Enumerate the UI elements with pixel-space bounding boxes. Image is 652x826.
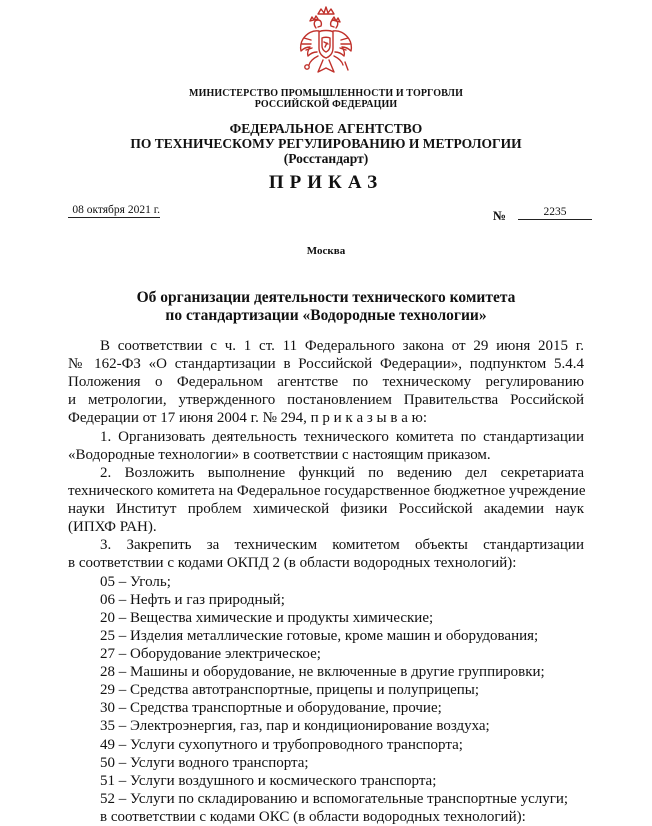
ministry-name — [0, 88, 652, 110]
coat-of-arms-icon — [294, 4, 358, 80]
city: Москва — [306, 245, 346, 257]
agency-short-name: (Росстандарт) — [283, 151, 369, 166]
okpd-item: 27 – Оборудование электрическое; — [100, 646, 321, 662]
okpd-item: 30 – Средства транспортные и оборудование, прочие; — [100, 700, 442, 716]
order-subject — [0, 289, 652, 325]
okpd-item: 50 – Услуги водного транспорта; — [100, 755, 309, 771]
body-line: В соответствии с ч. 1 ст. 11 Федерального закона от 29 июня 2015 г. — [100, 338, 584, 354]
body-line: технического комитета на Федеральное государственное бюджетное учреждение — [68, 483, 586, 499]
body-line: 1. Организовать деятельность технического комитета по стандартизации — [100, 429, 584, 445]
body-line: в соответствии с кодами ОКС (в области водородных технологий): — [100, 809, 526, 825]
subject-line: по стандартизации «Водородные технологии» — [165, 307, 487, 324]
ministry-line: РОССИЙСКОЙ ФЕДЕРАЦИИ — [254, 99, 398, 110]
document-type: ПРИКАЗ — [268, 172, 384, 193]
document-number: 2235 — [518, 206, 592, 220]
body-line: «Водородные технологии» в соответствии с настоящим приказом. — [68, 447, 491, 463]
okpd-item: 52 – Услуги по складированию и вспомогательные транспортные услуги; — [100, 791, 569, 807]
body-line: 2. Возложить выполнение функций по ведению дел секретариата — [100, 465, 584, 481]
body-line: 3. Закрепить за техническим комитетом объекты стандартизации — [100, 537, 584, 553]
okpd-item: 29 – Средства автотранспортные, прицепы и полуприцепы; — [100, 682, 480, 698]
document-date: 08 октября 2021 г. — [68, 204, 160, 218]
body-line: № 162-ФЗ «О стандартизации в Российской Федерации», подпунктом 5.4.4 — [68, 356, 584, 372]
agency-line: ПО ТЕХНИЧЕСКОМУ РЕГУЛИРОВАНИЮ И МЕТРОЛОГИИ — [130, 136, 522, 151]
okpd-item: 35 – Электроэнергия, газ, пар и кондиционирование воздуха; — [100, 718, 490, 734]
okpd-item: 06 – Нефть и газ природный; — [100, 592, 285, 608]
body-line: науки Институт проблем химической физики Российской академии наук — [68, 501, 584, 517]
body-line: и метрологии, утвержденного постановлением Правительства Российской — [68, 392, 584, 408]
number-label: № — [493, 208, 507, 223]
body-line: Федерации от 17 июня 2004 г. № 294, п р и к а з ы в а ю: — [68, 410, 427, 426]
ministry-line: МИНИСТЕРСТВО ПРОМЫШЛЕННОСТИ И ТОРГОВЛИ — [189, 88, 463, 99]
subject-line: Об организации деятельности технического комитета — [136, 289, 516, 306]
body-line: (ИПХФ РАН). — [68, 519, 157, 535]
okpd-item: 05 – Уголь; — [100, 574, 171, 590]
body-line: Положения о Федеральном агентстве по техническому регулированию — [68, 374, 584, 390]
okpd-item: 49 – Услуги сухопутного и трубопроводного транспорта; — [100, 737, 463, 753]
okpd-item: 51 – Услуги воздушного и космического транспорта; — [100, 773, 437, 789]
agency-line: ФЕДЕРАЛЬНОЕ АГЕНТСТВО — [229, 121, 423, 136]
okpd-item: 28 – Машины и оборудование, не включенные в другие группировки; — [100, 664, 545, 680]
okpd-item: 25 – Изделия металлические готовые, кроме машин и оборудования; — [100, 628, 539, 644]
okpd-item: 20 – Вещества химические и продукты химические; — [100, 610, 434, 626]
body-line: в соответствии с кодами ОКПД 2 (в области водородных технологий): — [68, 555, 517, 571]
agency-name — [0, 121, 652, 166]
